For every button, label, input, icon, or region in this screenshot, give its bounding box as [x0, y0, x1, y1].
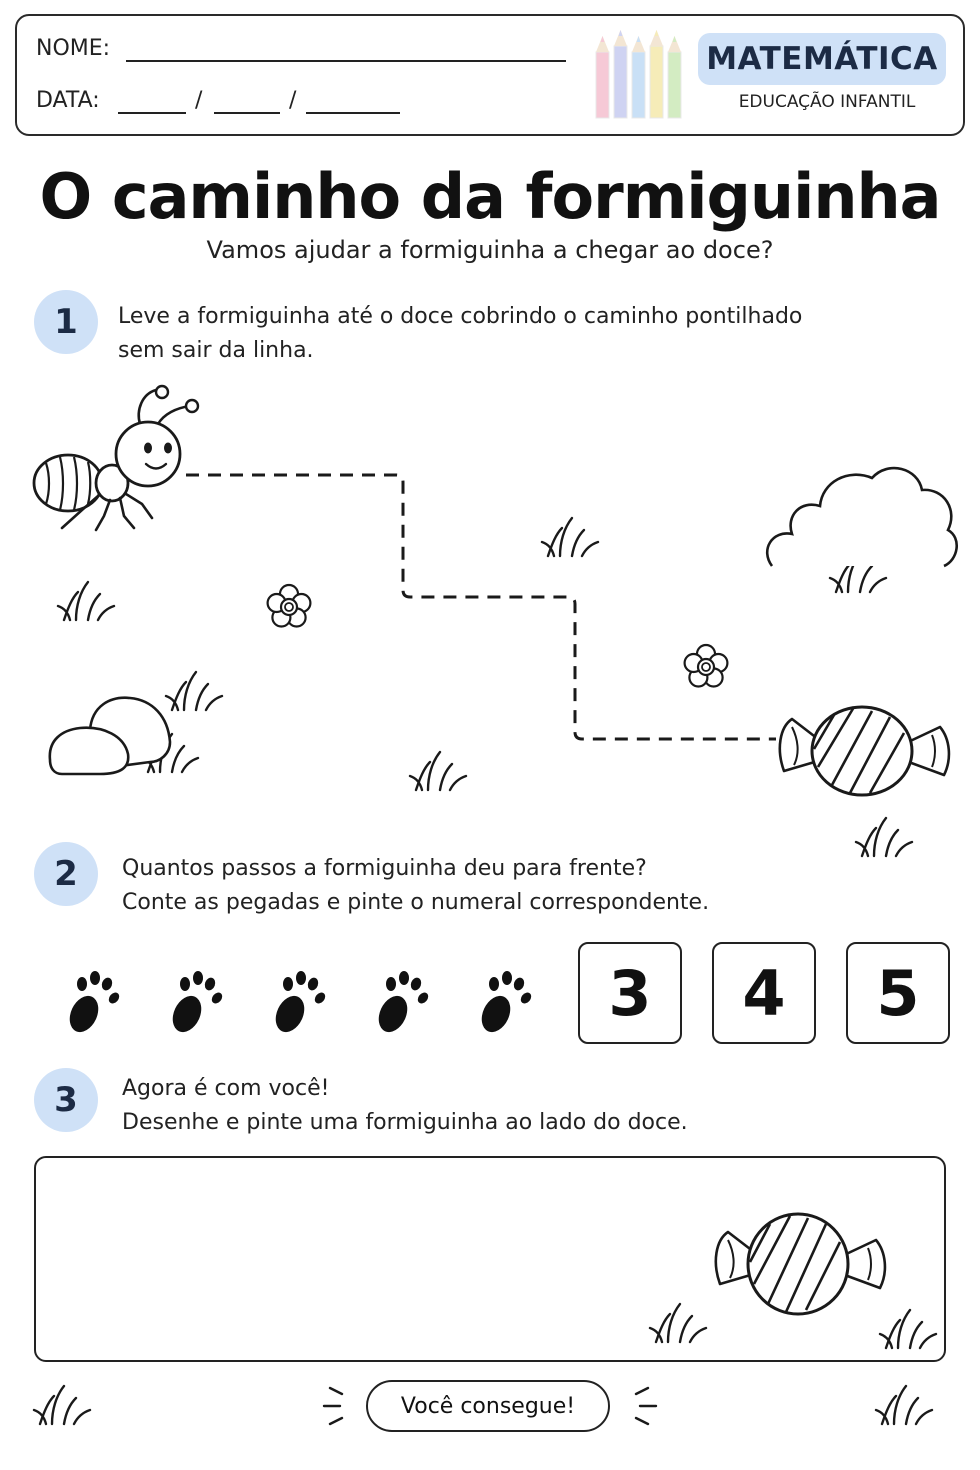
- name-field[interactable]: [126, 60, 566, 62]
- footprint-icon: [60, 968, 120, 1038]
- grass-icon: [876, 1386, 932, 1424]
- pencil-icon: [650, 30, 663, 118]
- cheer-badge: Você consegue!: [366, 1380, 610, 1432]
- sparkle-left-icon: [324, 1388, 342, 1424]
- page-title: O caminho da formiguinha: [39, 160, 941, 233]
- activity-1-line1: Leve a formiguinha até o doce cobrindo o caminho pontilhado: [118, 304, 803, 329]
- activity-1-text: [118, 300, 802, 368]
- activity-2-line1: Quantos passos a formiguinha deu para frente?: [122, 856, 647, 881]
- ant-icon: [34, 386, 198, 530]
- date-year-field[interactable]: [306, 112, 400, 114]
- pencil-icon: [596, 36, 609, 118]
- grass-icon: [58, 582, 114, 620]
- activity-1-line2: sem sair da linha.: [118, 338, 314, 363]
- pencil-icon: [668, 36, 681, 118]
- grass-icon: [880, 1310, 936, 1348]
- candy-icon: [716, 1214, 885, 1314]
- grass-icon: [166, 672, 222, 710]
- grass-icon: [410, 752, 466, 790]
- pencil-icon: [632, 36, 645, 118]
- candy-icon: [780, 707, 949, 795]
- flower-icon: [268, 585, 311, 627]
- flower-icon: [685, 645, 728, 687]
- number-option-3[interactable]: 3: [578, 942, 682, 1044]
- activity-3-number: 3: [34, 1068, 98, 1132]
- footprint-icon: [472, 968, 532, 1038]
- activity-3-line1: Agora é com você!: [122, 1076, 330, 1101]
- date-separator-1: /: [195, 88, 203, 113]
- footprint-icon: [369, 968, 429, 1038]
- date-separator-2: /: [289, 88, 297, 113]
- grass-icon: [34, 1386, 90, 1424]
- pencil-icon: [614, 30, 627, 118]
- footprint-icon: [163, 968, 223, 1038]
- page-subtitle: Vamos ajudar a formiguinha a chegar ao doce?: [206, 236, 774, 264]
- rock-icon: [50, 698, 170, 774]
- sparkle-right-icon: [636, 1388, 656, 1424]
- grass-icon: [856, 818, 912, 856]
- activity-2-number: 2: [34, 842, 98, 906]
- grass-icon: [650, 1304, 706, 1342]
- date-day-field[interactable]: [118, 112, 186, 114]
- subject-badge: MATEMÁTICA: [698, 33, 946, 85]
- grass-icon: [542, 518, 598, 556]
- drawing-area-decor: [0, 1156, 980, 1366]
- number-option-5[interactable]: 5: [846, 942, 950, 1044]
- activity-3-line2: Desenhe e pinte uma formiguinha ao lado do doce.: [122, 1110, 688, 1135]
- number-option-4[interactable]: 4: [712, 942, 816, 1044]
- bush-icon: [767, 468, 956, 566]
- footprint-icon: [266, 968, 326, 1038]
- pencils-icon: [590, 28, 690, 120]
- activity-3-text: [122, 1072, 688, 1140]
- activity-1-number: 1: [34, 290, 98, 354]
- level-label: EDUCAÇÃO INFANTIL: [738, 92, 916, 112]
- activity-2-text: [122, 852, 709, 920]
- date-label: DATA:: [36, 88, 100, 113]
- date-month-field[interactable]: [214, 112, 280, 114]
- footprints-row: [60, 960, 560, 1040]
- name-label: NOME:: [36, 36, 111, 61]
- ant-path-scene: [0, 370, 980, 870]
- activity-2-line2: Conte as pegadas e pinte o numeral correspondente.: [122, 890, 710, 915]
